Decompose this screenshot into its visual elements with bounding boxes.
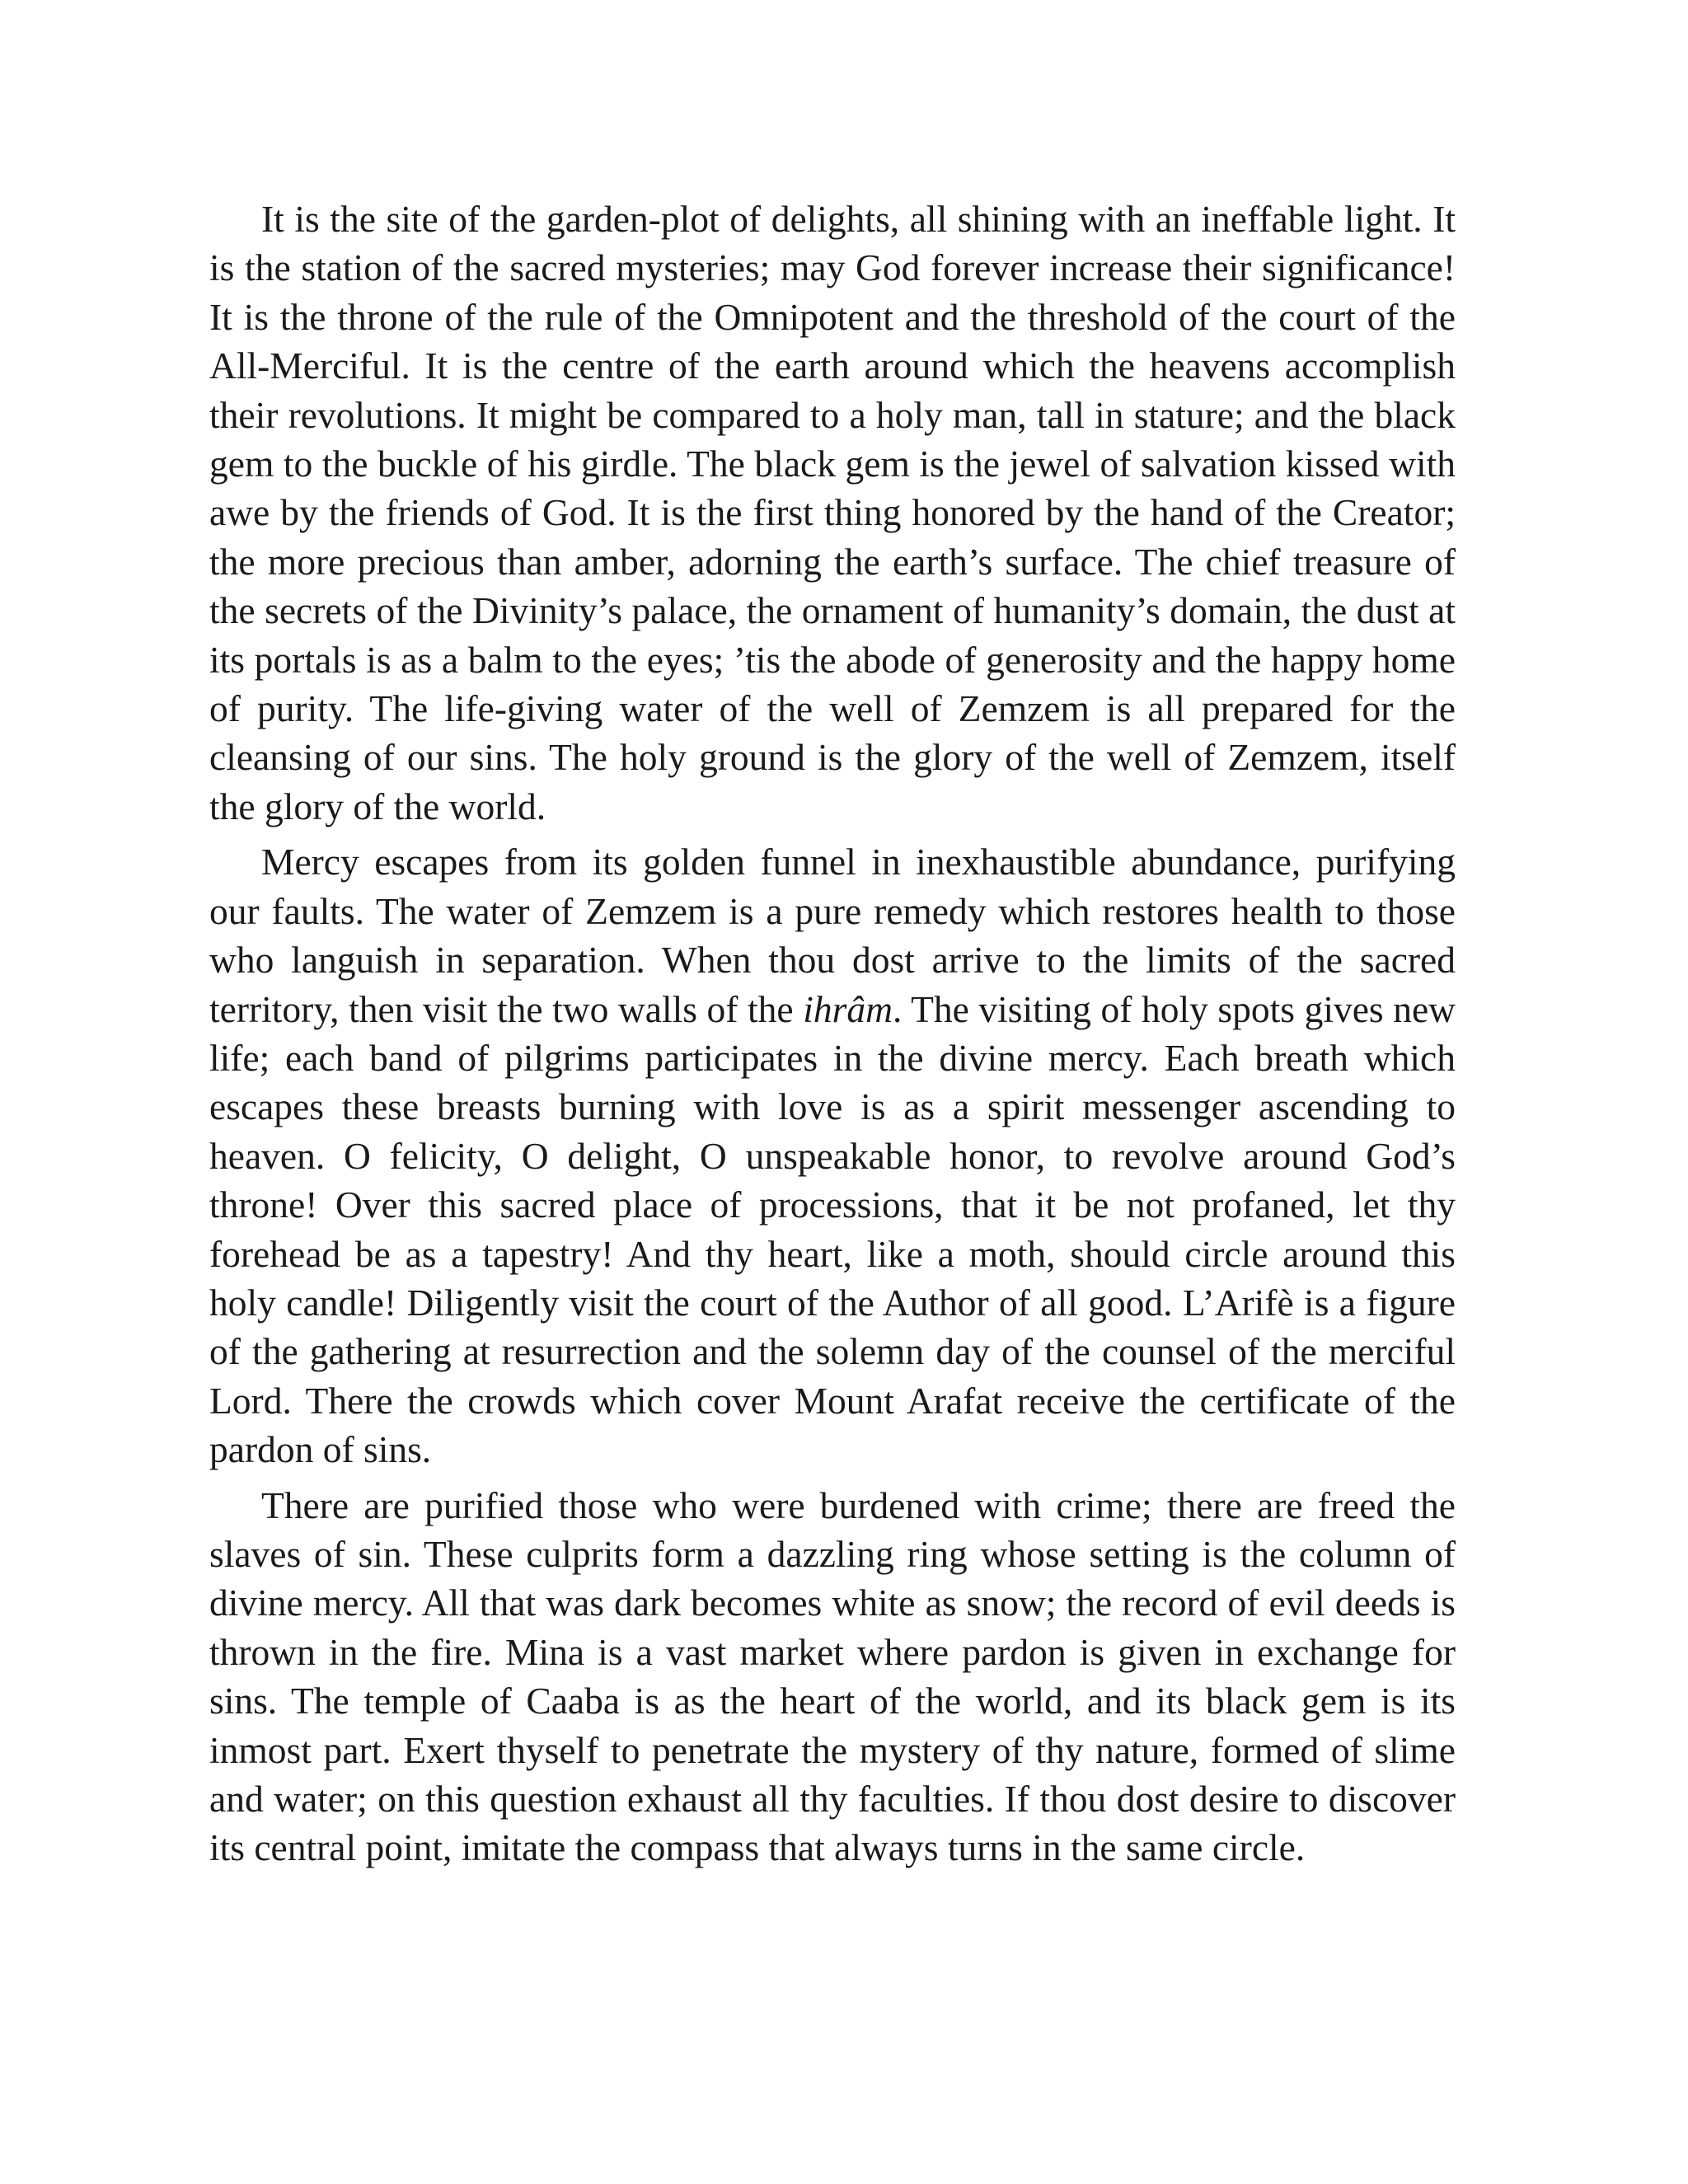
page-body	[209, 194, 1456, 1879]
paragraph	[209, 837, 1456, 1474]
italic-term: ihrâm	[803, 987, 893, 1030]
paragraph: There are purified those who were burdened with crime; there are freed the slaves of sin. These culprits form a dazzling ring whose setting is the column of divine mercy. All that was dark becomes white as snow; the record of evil deeds is thrown in the fire. Mina is a vast market where pardon is given in exchange for sins. The temple of Caaba is as the heart of the world, and its black gem is its inmost part. Exert thyself to penetrate the mystery of thy nature, formed of slime and water; on this question exhaust all thy faculties. If thou dost desire to discover its central point, imitate the compass that always turns in the same circle.	[209, 1483, 1456, 1869]
paragraph-text: . The visiting of holy spots gives new life; each band of pilgrims participates in the divine mercy. Each breath which escapes these breasts burning with love is as a spirit messenger ascending to heaven. O felicity, O delight, O unspeakable honor, to revolve around God’s throne! Over this sacred place of processions, that it be not profaned, let thy forehead be as a tapestry! And thy heart, like a moth, should circle around this holy candle! Diligently visit the court of the Author of all good. L’Arifè is a figure of the gathering at resurrection and the solemn day of the counsel of the merciful Lord. There the crowds which cover Mount Arafat receive the certificate of the pardon of sins.	[209, 987, 1456, 1471]
paragraph-text: Mercy escapes from its golden funnel in inexhaustible abundance, purifying our faults. The water of Zemzem is a pure remedy which restores health to those who languish in separation. When thou dost arrive to the limits of the sacred territory, then visit the two walls of the	[209, 841, 1456, 1030]
paragraph: It is the site of the garden-plot of delights, all shining with an ineffable light. It is the station of the sacred mysteries; may God forever increase their significance! It is the throne of the rule of the Omnipotent and the threshold of the court of the All-Merciful. It is the centre of the earth around which the heavens accomplish their revolutions. It might be compared to a holy man, tall in stature; and the black gem to the buckle of his girdle. The black gem is the jewel of salvation kissed with awe by the friends of God. It is the first thing honored by the hand of the Creator; the more precious than amber, adorning the earth’s surface. The chief treasure of the secrets of the Divinity’s palace, the ornament of humanity’s domain, the dust at its portals is as a balm to the eyes; ’tis the abode of generosity and the happy home of purity. The life-giving water of the well of Zemzem is all prepared for the cleansing of our sins. The holy ground is the glory of the well of Zemzem, itself the glory of the world.	[209, 198, 1456, 827]
